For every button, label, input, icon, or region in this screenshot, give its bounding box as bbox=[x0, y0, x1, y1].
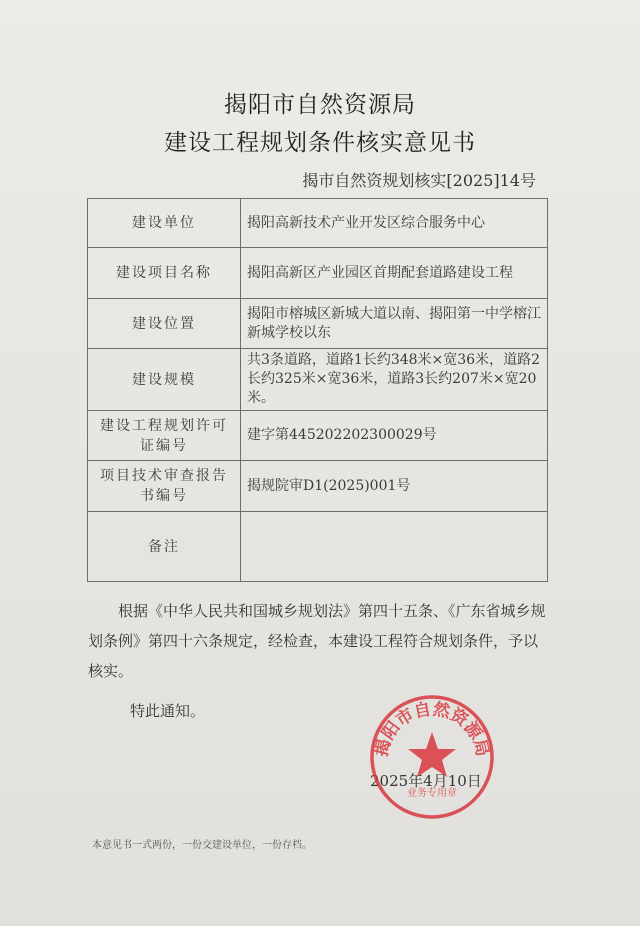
info-table bbox=[87, 198, 548, 582]
seal-star bbox=[408, 732, 456, 777]
row-value: 揭阳高新区产业园区首期配套道路建设工程 bbox=[241, 248, 548, 299]
row-label: 建设规模 bbox=[88, 349, 241, 411]
table-row bbox=[88, 199, 548, 248]
official-seal-icon bbox=[367, 692, 497, 822]
row-value: 揭阳市榕城区新城大道以南、揭阳第一中学榕江新城学校以东 bbox=[241, 299, 548, 349]
table-row bbox=[88, 248, 548, 299]
row-value: 揭阳高新技术产业开发区综合服务中心 bbox=[241, 199, 548, 248]
issue-date: 2025年4月10日 bbox=[370, 772, 482, 790]
row-label: 建设工程规划许可证编号 bbox=[88, 411, 241, 461]
seal-subtext: 业务专用章 bbox=[407, 788, 457, 799]
table-row bbox=[88, 349, 548, 411]
seal-text-path: 揭阳市自然资源局 bbox=[371, 699, 493, 759]
row-value: 建字第445202202300029号 bbox=[241, 411, 548, 461]
row-label: 建设位置 bbox=[88, 299, 241, 349]
table-row bbox=[88, 512, 548, 582]
row-label: 备注 bbox=[88, 512, 241, 582]
row-value bbox=[241, 512, 548, 582]
footer-note: 本意见书一式两份，一份交建设单位，一份存档。 bbox=[92, 840, 312, 851]
document-title: 建设工程规划条件核实意见书 bbox=[164, 130, 476, 156]
document-number: 揭市自然资规划核实[2025]14号 bbox=[302, 171, 536, 190]
notice-text: 特此通知。 bbox=[130, 702, 206, 720]
row-label: 项目技术审查报告书编号 bbox=[88, 461, 241, 512]
row-value: 共3条道路，道路1长约348米×宽36米，道路2长约325米×宽36米，道路3长约207米×宽20米。 bbox=[241, 349, 548, 411]
table-row bbox=[88, 299, 548, 349]
table-row bbox=[88, 461, 548, 512]
legal-basis-paragraph: 根据《中华人民共和国城乡规划法》第四十五条、《广东省城乡规划条例》第四十六条规定，经检查，本建设工程符合规划条件，予以核实。 bbox=[88, 602, 546, 680]
row-value: 揭规院审D1(2025)001号 bbox=[241, 461, 548, 512]
row-label: 建设单位 bbox=[88, 199, 241, 248]
table-row bbox=[88, 411, 548, 461]
document-title-issuer: 揭阳市自然资源局 bbox=[224, 92, 416, 118]
row-label: 建设项目名称 bbox=[88, 248, 241, 299]
